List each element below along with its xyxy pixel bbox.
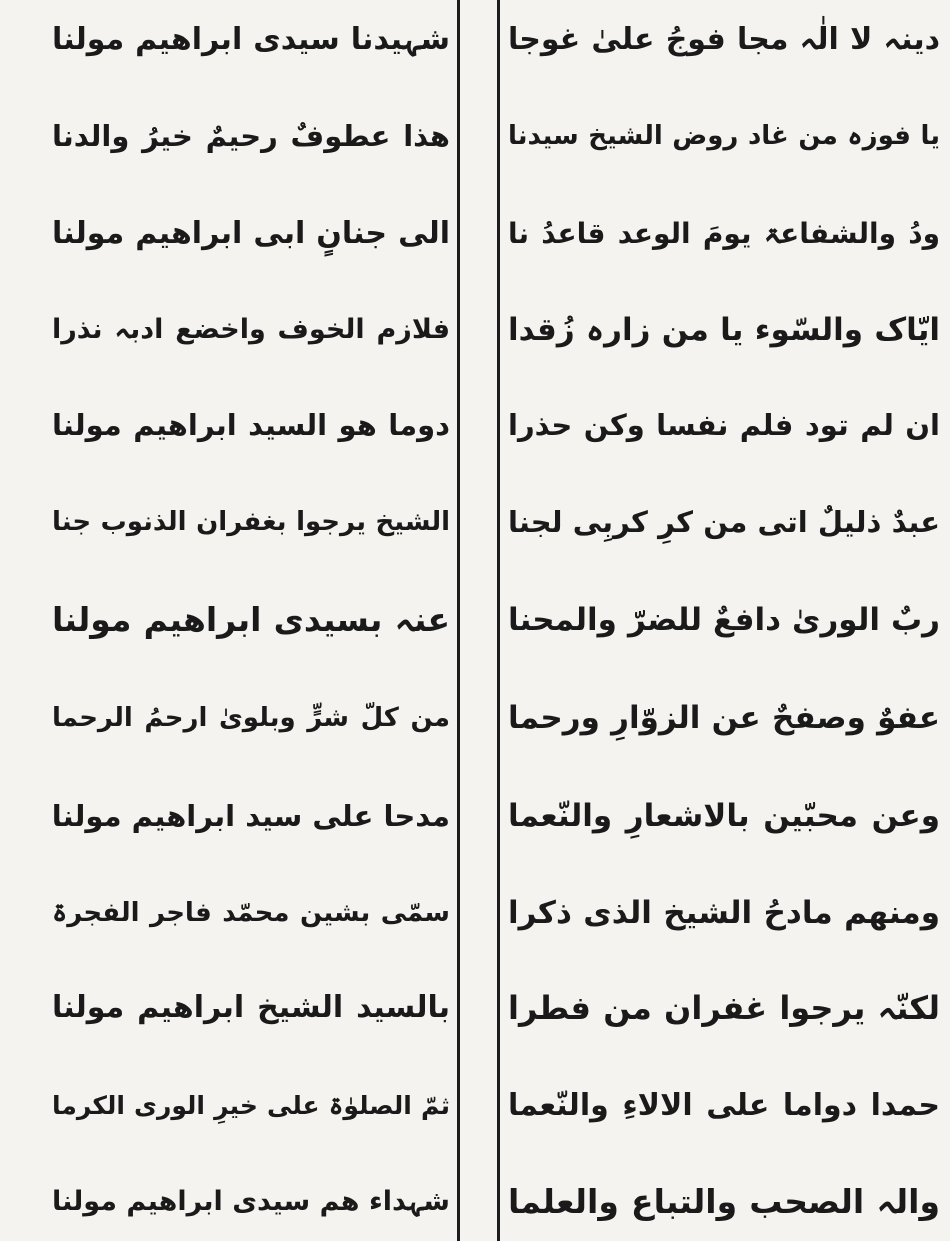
column-divider-left	[457, 0, 460, 1241]
verse-line: ایّاک والسّوء یا من زارہ زُقدا	[508, 312, 940, 348]
verse-line: دوما ھو السید ابراھیم مولنا	[52, 408, 450, 442]
verse-line: ربٌ الوریٰ دافعٌ للضرّ والمحنا	[508, 602, 940, 638]
verse-line: عبدٌ ذلیلٌ اتی من کرِ کربِی لجنا	[508, 505, 940, 539]
verse-line: ان لم تود فلم نفسا وکن حذرا	[508, 408, 940, 442]
verse-line: شہیدنا سیدی ابراھیم مولنا	[52, 22, 450, 57]
verse-line: عفوٌ وصفحٌ عن الزوّارِ ورحما	[508, 700, 940, 736]
verse-line: الی جنانٍ ابی ابراھیم مولنا	[52, 216, 450, 251]
verse-line: شہداء ھم سیدی ابراھیم مولنا	[52, 1186, 450, 1217]
column-divider-right	[497, 0, 500, 1241]
verse-line: ثمّ الصلوٰۃ علی خیرِ الوری الکرما	[52, 1091, 450, 1120]
verse-line: لکنّہ یرجوا غفران من فطرا	[508, 989, 940, 1027]
verse-line: حمدا دواما علی الالاءِ والنّعما	[508, 1088, 940, 1123]
verse-line: والہ الصحب والتباع والعلما	[508, 1182, 940, 1221]
verse-line: ومنھم مادحُ الشیخ الذی ذکرا	[508, 895, 940, 931]
verse-line: ھذا عطوفٌ رحیمٌ خیرُ والدنا	[52, 119, 450, 153]
verse-line: یا فوزہ من غاد روض الشیخ سیدنا	[508, 121, 940, 151]
verse-line: بالسید الشیخ ابراھیم مولنا	[52, 990, 450, 1025]
verse-line: فلازم الخوف واخضع ادبہ نذرا	[52, 314, 450, 345]
verse-line: الشیخ یرجوا بغفران الذنوب جنا	[52, 507, 450, 537]
verse-line: دینہ لا الٰہ مجا فوجُ علیٰ غوجا	[508, 22, 940, 57]
verse-line: سمّی بشین محمّد فاجر الفجرۃ	[52, 898, 450, 928]
verse-line: مدحا علی سید ابراھیم مولنا	[52, 799, 450, 833]
verse-line: عنہ بسیدی ابراھیم مولنا	[52, 600, 450, 639]
verse-line: ودُ والشفاعۃ یومَ الوعد قاعدُ نا	[508, 217, 940, 250]
left-column	[52, 0, 450, 1241]
verse-line: وعن محبّین بالاشعارِ والنّعما	[508, 798, 940, 834]
right-column	[508, 0, 940, 1241]
verse-line: من کلّ شرٍّ وبلویٰ ارحمُ الرحما	[52, 703, 450, 733]
